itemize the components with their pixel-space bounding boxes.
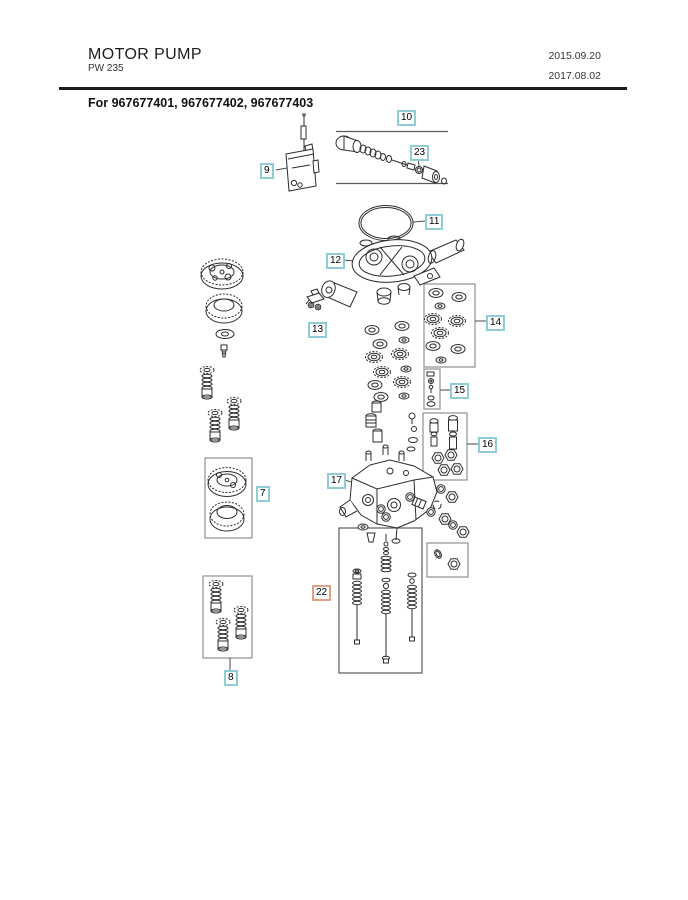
callout-12[interactable]: 12 bbox=[326, 253, 345, 269]
oring-drawing bbox=[359, 206, 413, 241]
callout-11[interactable]: 11 bbox=[425, 214, 443, 230]
page-title: MOTOR PUMP bbox=[88, 46, 202, 63]
callout-14[interactable]: 14 bbox=[486, 315, 505, 331]
small-parts-kit-drawing bbox=[427, 372, 435, 406]
outlet-kit-drawing bbox=[433, 549, 460, 570]
callout-23[interactable]: 23 bbox=[410, 145, 429, 161]
piston-kit-drawing bbox=[209, 581, 248, 652]
valve-kit-drawing bbox=[430, 416, 463, 476]
seal-kit-drawing bbox=[425, 289, 467, 364]
washer-stacks-drawing bbox=[365, 322, 418, 452]
callout-15[interactable]: 15 bbox=[450, 383, 469, 399]
inlet-fitting-drawing bbox=[306, 289, 324, 310]
clutch-kit-drawing bbox=[208, 468, 246, 532]
date-revised: 2017.08.02 bbox=[548, 70, 601, 82]
callout-22[interactable]: 22 bbox=[312, 585, 331, 601]
callout-16[interactable]: 16 bbox=[478, 437, 497, 453]
callout-10[interactable]: 10 bbox=[397, 110, 416, 126]
callout-13[interactable]: 13 bbox=[308, 322, 327, 338]
callout-7[interactable]: 7 bbox=[256, 486, 270, 502]
pump-head-drawing bbox=[319, 236, 465, 307]
cam-bearing-drawing bbox=[200, 259, 243, 442]
callout-8[interactable]: 8 bbox=[224, 670, 238, 686]
unloader-valve-assembly-drawing bbox=[336, 136, 447, 184]
bolt-kit-drawing bbox=[353, 534, 417, 663]
micro-switch-drawing bbox=[286, 114, 319, 191]
applicability-note: For 967677401, 967677402, 967677403 bbox=[88, 96, 314, 110]
group-box-outlet-kit bbox=[427, 543, 468, 577]
date-published: 2015.09.20 bbox=[548, 50, 601, 62]
callout-17[interactable]: 17 bbox=[327, 473, 346, 489]
model-number: PW 235 bbox=[88, 63, 124, 74]
callout-9[interactable]: 9 bbox=[260, 163, 274, 179]
